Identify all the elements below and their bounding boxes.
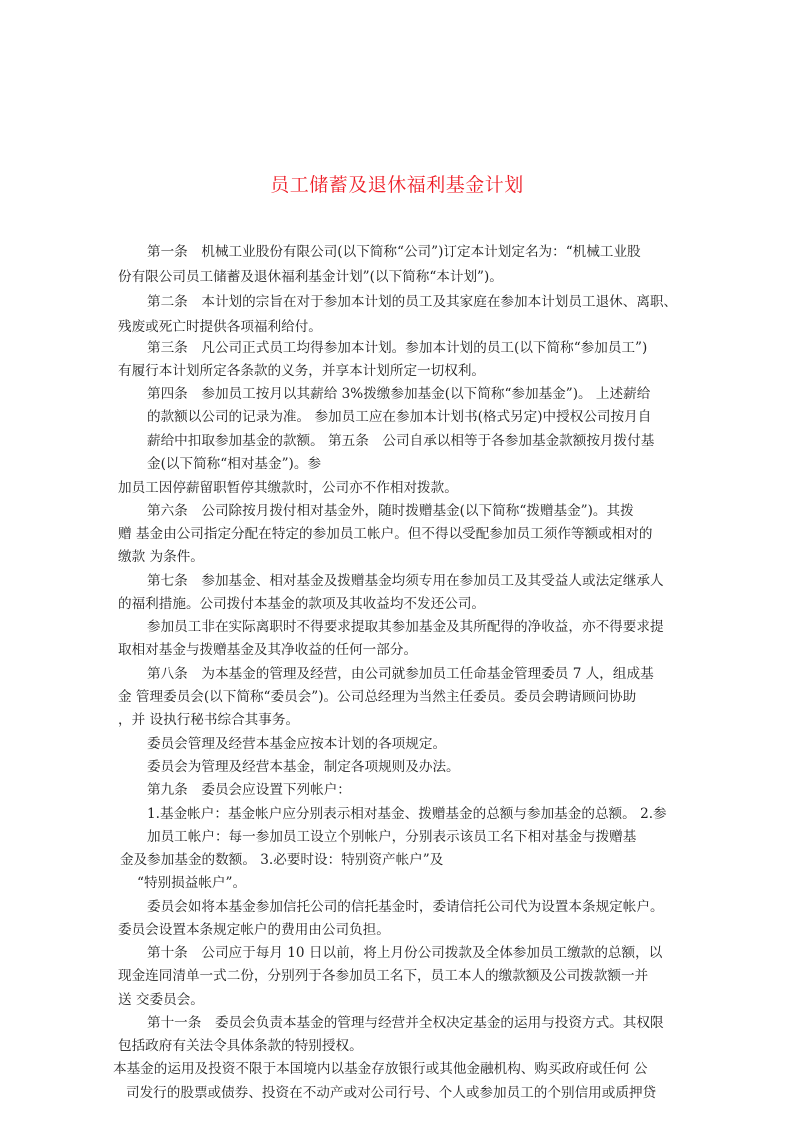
document-title: 员工储蓄及退休福利基金计划 [270,174,524,196]
paragraph-line: 第七条 参加基金、相对基金及拨赠基金均须专用在参加员工及其受益人或法定继承人 [147,573,664,589]
paragraph-line: 1.基金帐户：基金帐户应分别表示相对基金、拨赠基金的总额与参加基金的总额。 2.参 [147,806,667,822]
paragraph-line: 第十一条 委员会负责本基金的管理与经营并全权决定基金的运用与投资方式。其权限 [147,1015,664,1031]
paragraph-line: 委员会设置本条规定帐户的费用由公司负担。 [118,922,390,938]
paragraph-line: 加员工帐户：每一参加员工设立个别帐户，分别表示该员工名下相对基金与拨赠基 [147,829,637,845]
paragraph-line: 参加员工非在实际离职时不得要求提取其参加基金及其所配得的净收益，亦不得要求提 [147,619,664,635]
paragraph-line: 现金连同清单一式二份，分别列于各参加员工名下，员工本人的缴款额及公司拨款额一并 [118,968,649,984]
paragraph-line: 的款额以公司的记录为准。 参加员工应在参加本计划书(格式另定)中授权公司按月自 [147,409,652,425]
paragraph-line: 第十条 公司应于每月 10 日以前，将上月份公司拨款及全体参加员工缴款的总额，以 [147,945,663,961]
paragraph-line: 委员会管理及经营本基金应按本计划的各项规定。 [147,736,447,752]
paragraph-line: 包括政府有关法令具体条款的特别授权。 [118,1038,363,1054]
paragraph-line: 第六条 公司除按月拨付相对基金外，随时拨赠基金(以下简称“拨赠基金”)。其拨 [147,503,634,519]
paragraph-line: 赠 基金由公司指定分配在特定的参加员工帐户。但不得以受配参加员工须作等额或相对的 [118,526,653,542]
paragraph-line: 份有限公司员工储蓄及退休福利基金计划”(以下简称“本计划”)。 [118,269,503,285]
paragraph-line: 委员会如将本基金参加信托公司的信托基金时，委请信托公司代为设置本条规定帐户。 [147,899,664,915]
paragraph-line: 有履行本计划所定各条款的义务，并享本计划所定一切权利。 [118,363,486,379]
paragraph-line: 第八条 为本基金的管理及经营，由公司就参加员工任命基金管理委员 7 人，组成基 [147,666,654,682]
paragraph-line: 送 交委员会。 [118,992,204,1008]
paragraph-line: “特别损益帐户”。 [137,875,247,891]
paragraph-line: 第二条 本计划的宗旨在对于参加本计划的员工及其家庭在参加本计划员工退休、离职、 [147,294,678,310]
paragraph-line: 金及参加基金的数额。 3.必要时设：特别资产帐户”及 [120,852,444,868]
paragraph-line: 第九条 委员会应设置下列帐户： [147,782,351,798]
paragraph-line: 薪给中扣取参加基金的款额。 第五条 公司自承以相等于各参加基金款额按月拨付基 [147,433,655,449]
paragraph-line: 的福利措施。公司拨付本基金的款项及其收益均不发还公司。 [118,596,486,612]
paragraph-line: 第四条 参加员工按月以其薪给 3%拨缴参加基金(以下简称“参加基金”)。 上述薪给 [147,386,651,402]
paragraph-line: 委员会为管理及经营本基金，制定各项规则及办法。 [147,759,460,775]
paragraph-line: 加员工因停薪留职暂停其缴款时，公司亦不作相对拨款。 [118,480,458,496]
paragraph-line: 第一条 机械工业股份有限公司(以下简称“公司”)订定本计划定名为：“机械工业股 [147,244,641,260]
paragraph-line: 司发行的股票或债券、投资在不动产或对公司行号、个人或参加员工的个别信用或质押贷 [126,1085,657,1101]
paragraph-line: 本基金的运用及投资不限于本国境内以基金存放银行或其他金融机构、购买政府或任何 公 [113,1061,648,1077]
paragraph-line: ，并 设执行秘书综合其事务。 [118,712,300,728]
paragraph-line: 金 管理委员会(以下简称“委员会”)。公司总经理为当然主任委员。委员会聘请顾问协助 [118,689,637,705]
paragraph-line: 残废或死亡时提供各项福利给付。 [118,319,322,335]
paragraph-line: 缴款 为条件。 [118,549,204,565]
paragraph-line: 第三条 凡公司正式员工均得参加本计划。参加本计划的员工(以下简称“参加员工”) [147,340,648,356]
paragraph-line: 取相对基金与拨赠基金及其净收益的任何一部分。 [118,642,418,658]
paragraph-line: 金(以下简称“相对基金”)。参 [147,456,322,472]
